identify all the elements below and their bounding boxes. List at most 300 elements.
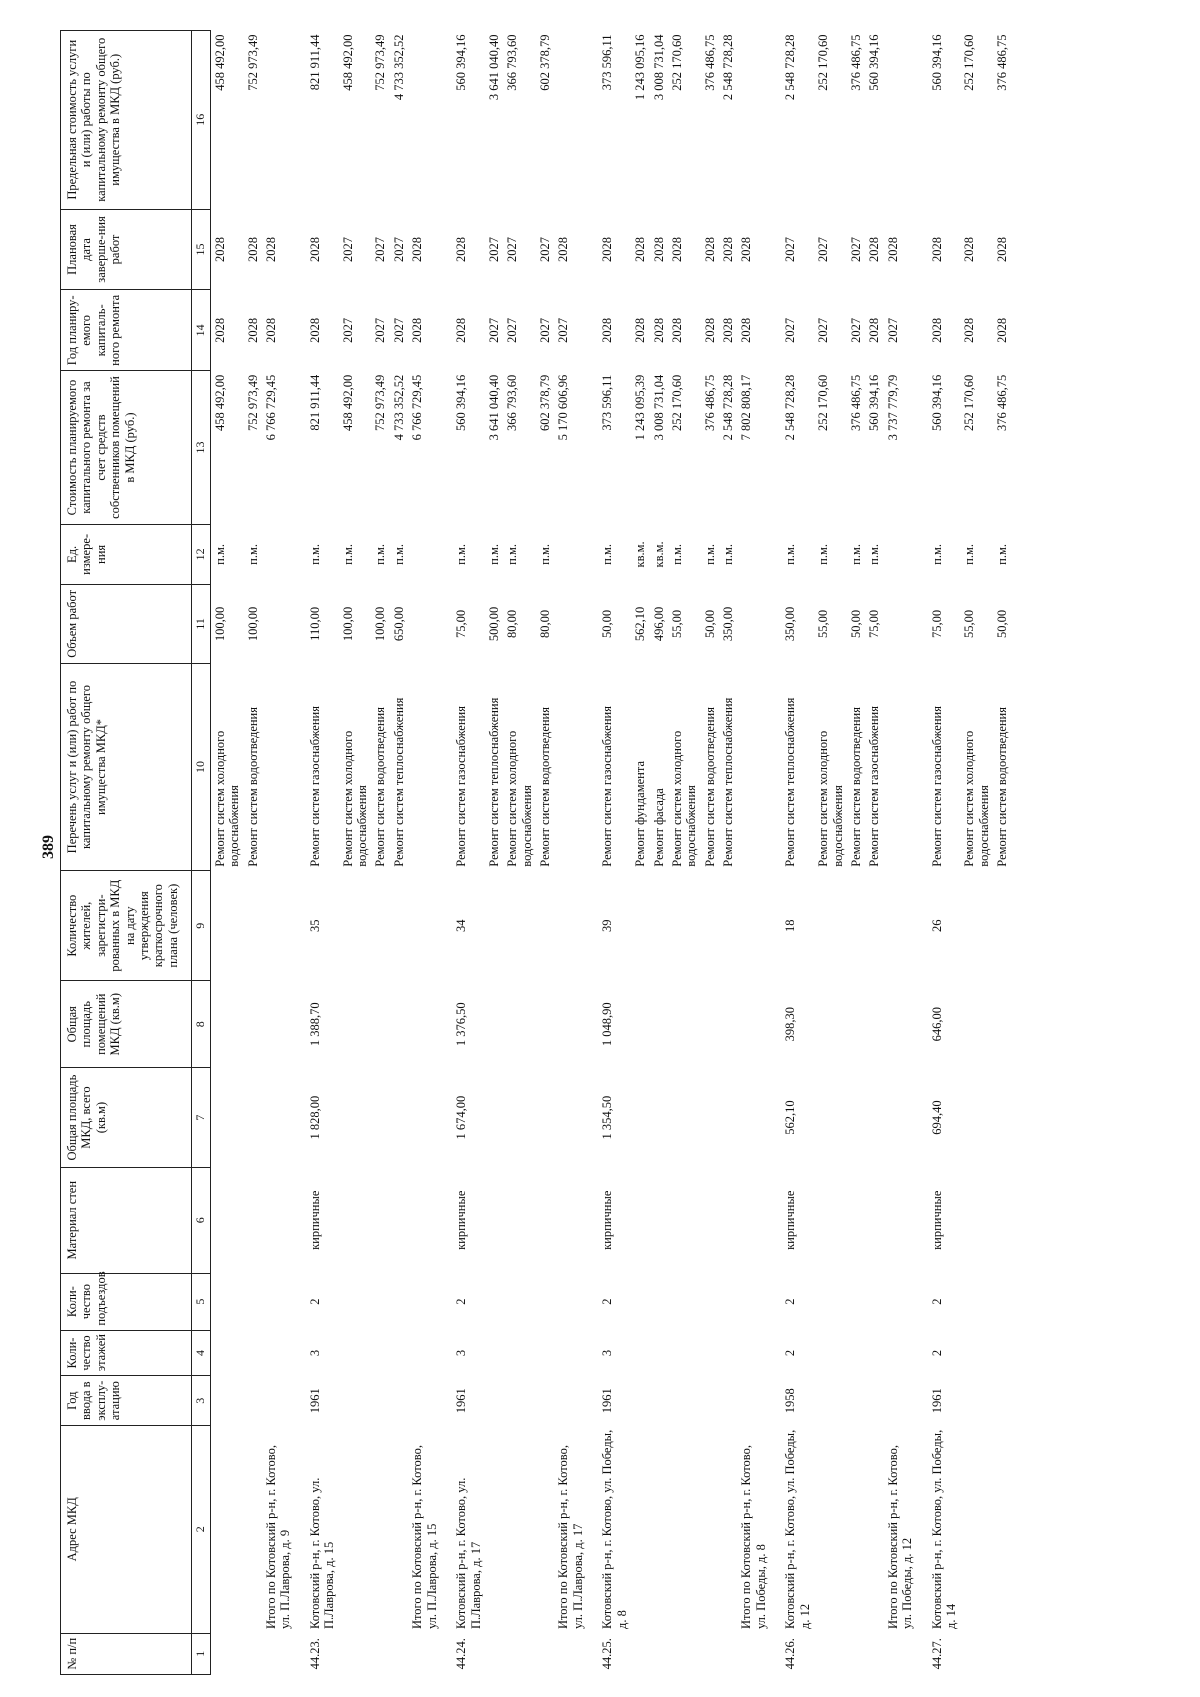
entrances-cell	[960, 1273, 993, 1330]
plan-year-cell: 2028	[307, 317, 322, 343]
floors-cell	[631, 1330, 649, 1376]
work-type-cell: Ремонт систем водоотведения	[848, 707, 863, 867]
work-type-cell: Ремонт систем теплоснабжения	[721, 697, 736, 867]
plan-year-cell: 2027	[556, 317, 571, 343]
end-date-cell: 2028	[995, 236, 1010, 262]
address-cell	[847, 1426, 865, 1633]
plan-year-cell: 2028	[410, 317, 425, 343]
end-date-cell: 2028	[651, 236, 666, 262]
residents-cell	[390, 871, 408, 981]
total-area-cell	[993, 1068, 1011, 1168]
floors-cell	[210, 1330, 243, 1376]
cost-cell: 458 492,00	[212, 374, 227, 432]
limit-cost-cell: 752 973,49	[245, 34, 260, 91]
row-number	[650, 1633, 668, 1674]
row-number	[244, 1633, 262, 1674]
address-cell: Котовский р-н, г. Котово, ул. Победы, д. 8	[600, 1429, 629, 1630]
table-row	[865, 31, 883, 1675]
header-cell: Объем работ	[61, 584, 192, 663]
subtotal-row	[737, 31, 781, 1675]
header-cell: Адрес МКД	[61, 1426, 192, 1633]
unit-cell: п.м.	[816, 543, 831, 565]
floors-cell: 3	[600, 1349, 615, 1357]
floors-cell	[408, 1330, 452, 1376]
cost-cell: 3 737 779,79	[885, 374, 900, 441]
rooms-area-cell	[408, 981, 452, 1068]
floors-cell: 3	[454, 1349, 469, 1357]
end-date-cell: 2028	[600, 236, 615, 262]
cost-cell: 7 802 808,17	[739, 374, 754, 441]
limit-cost-cell: 602 378,79	[538, 34, 553, 91]
total-area-cell	[631, 1068, 649, 1168]
end-date-cell: 2027	[816, 236, 831, 262]
address-cell	[865, 1426, 883, 1633]
floors-cell: 2	[929, 1349, 944, 1357]
year-built-cell	[554, 1376, 598, 1426]
rooms-area-cell	[960, 981, 993, 1068]
volume-cell: 55,00	[962, 609, 977, 638]
cost-cell: 4 733 352,52	[391, 374, 406, 441]
end-date-cell: 2027	[848, 236, 863, 262]
volume-cell: 350,00	[783, 606, 798, 642]
limit-cost-cell: 458 492,00	[212, 34, 227, 91]
wall-material-cell	[865, 1167, 883, 1273]
end-date-cell: 2028	[669, 236, 684, 262]
plan-year-cell: 2027	[486, 317, 501, 343]
unit-cell	[408, 524, 452, 584]
wall-material-cell	[631, 1167, 649, 1273]
limit-cost-cell	[408, 31, 452, 210]
work-type-cell: Ремонт систем холодного водоснабжения	[962, 730, 991, 867]
cost-cell: 560 394,16	[929, 374, 944, 432]
work-type-cell: Ремонт систем газоснабжения	[867, 706, 882, 867]
end-date-cell: 2027	[505, 236, 520, 262]
wall-material-cell	[536, 1167, 554, 1273]
total-area-cell	[865, 1068, 883, 1168]
residents-cell: 39	[600, 919, 615, 932]
volume-cell: 55,00	[669, 609, 684, 638]
residents-cell	[865, 871, 883, 981]
column-number: 16	[192, 31, 211, 210]
row-number	[262, 1633, 306, 1674]
volume-cell: 50,00	[600, 609, 615, 638]
table-row	[814, 31, 847, 1675]
wall-material-cell	[554, 1167, 598, 1273]
year-built-cell	[631, 1376, 649, 1426]
floors-cell	[737, 1330, 781, 1376]
residents-cell	[554, 871, 598, 981]
column-number: 12	[192, 524, 211, 584]
row-number	[668, 1633, 701, 1674]
total-area-cell: 1 828,00	[307, 1095, 322, 1140]
header-cell: Стоимость планируемого капитального ремонта за счет средств собственников помещений в МКД (руб.)	[61, 371, 192, 525]
rooms-area-cell	[631, 981, 649, 1068]
wall-material-cell	[847, 1167, 865, 1273]
year-built-cell	[960, 1376, 993, 1426]
row-number	[339, 1633, 372, 1674]
limit-cost-cell: 376 486,75	[848, 34, 863, 91]
work-type-cell: Ремонт систем холодного водоснабжения	[340, 730, 370, 867]
entrances-cell	[719, 1273, 737, 1330]
unit-cell: п.м.	[867, 543, 882, 565]
wall-material-cell	[210, 1167, 243, 1273]
unit-cell: п.м.	[783, 543, 798, 565]
rooms-area-cell	[371, 981, 389, 1068]
table-row	[339, 31, 372, 1675]
limit-cost-cell: 560 394,16	[867, 34, 882, 91]
cost-cell: 252 170,60	[669, 374, 684, 432]
plan-year-cell: 2028	[454, 317, 469, 343]
rooms-area-cell	[847, 981, 865, 1068]
end-date-cell: 2028	[929, 236, 944, 262]
residents-cell	[701, 871, 719, 981]
wall-material-cell	[503, 1167, 536, 1273]
residents-cell	[503, 871, 536, 981]
entrances-cell	[668, 1273, 701, 1330]
unit-cell: п.м.	[702, 543, 717, 565]
work-type-cell	[554, 663, 598, 870]
year-built-cell: 1958	[783, 1388, 798, 1414]
limit-cost-cell: 373 596,11	[600, 34, 615, 91]
end-date-cell: 2028	[410, 236, 425, 262]
work-type-cell: Ремонт систем водоотведения	[245, 707, 260, 867]
residents-cell	[244, 871, 262, 981]
column-number: 8	[192, 981, 211, 1068]
column-number: 4	[192, 1330, 211, 1376]
volume-cell: 496,00	[651, 606, 666, 642]
address-cell: Котовский р-н, г. Котово, ул. Победы, д. 12	[783, 1429, 812, 1630]
volume-cell: 50,00	[702, 609, 717, 638]
total-area-cell	[668, 1068, 701, 1168]
address-cell	[668, 1426, 701, 1633]
subtotal-row	[554, 31, 598, 1675]
subtotal-row	[408, 31, 452, 1675]
table-row	[452, 31, 485, 1675]
rooms-area-cell	[339, 981, 372, 1068]
wall-material-cell	[993, 1167, 1011, 1273]
table-row	[668, 31, 701, 1675]
limit-cost-cell: 3 641 040,40	[486, 34, 501, 101]
plan-year-cell: 2027	[538, 317, 553, 343]
end-date-cell: 2028	[454, 236, 469, 262]
work-type-cell	[737, 663, 781, 870]
address-cell: Котовский р-н, г. Котово, ул. П.Лаврова, д. 15	[307, 1477, 337, 1630]
unit-cell: п.м.	[929, 543, 944, 565]
row-number	[865, 1633, 883, 1674]
subtotal-row	[262, 31, 306, 1675]
total-area-cell	[719, 1068, 737, 1168]
cost-cell: 2 548 728,28	[783, 374, 798, 441]
work-type-cell: Ремонт систем теплоснабжения	[391, 697, 406, 867]
unit-cell: п.м.	[848, 543, 863, 565]
entrances-cell	[408, 1273, 452, 1330]
row-number	[408, 1633, 452, 1674]
header-cell: Коли-чество этажей	[61, 1330, 192, 1376]
row-number: 44.23.	[307, 1638, 322, 1670]
entrances-cell	[244, 1273, 262, 1330]
page-number: 389	[40, 835, 57, 859]
rooms-area-cell	[244, 981, 262, 1068]
unit-cell: п.м.	[962, 543, 977, 565]
limit-cost-cell: 1 243 095,16	[633, 34, 648, 101]
end-date-cell: 2028	[212, 236, 227, 262]
plan-year-cell: 2027	[340, 317, 355, 343]
cost-cell: 376 486,75	[848, 374, 863, 432]
residents-cell	[536, 871, 554, 981]
unit-cell: п.м.	[721, 543, 736, 565]
year-built-cell	[847, 1376, 865, 1426]
end-date-cell: 2028	[633, 236, 648, 262]
volume-cell: 650,00	[391, 606, 406, 642]
limit-cost-cell: 252 170,60	[669, 34, 684, 91]
cost-cell: 376 486,75	[995, 374, 1010, 432]
floors-cell	[960, 1330, 993, 1376]
row-number	[847, 1633, 865, 1674]
rooms-area-cell	[536, 981, 554, 1068]
floors-cell	[371, 1330, 389, 1376]
subtotal-row	[884, 31, 928, 1675]
rooms-area-cell	[814, 981, 847, 1068]
year-built-cell	[884, 1376, 928, 1426]
floors-cell	[865, 1330, 883, 1376]
entrances-cell	[701, 1273, 719, 1330]
year-built-cell	[244, 1376, 262, 1426]
cost-cell: 560 394,16	[867, 374, 882, 432]
unit-cell: п.м.	[391, 543, 406, 565]
end-date-cell: 2028	[263, 236, 278, 262]
row-number	[737, 1633, 781, 1674]
rooms-area-cell	[737, 981, 781, 1068]
year-built-cell	[408, 1376, 452, 1426]
row-number	[993, 1633, 1011, 1674]
plan-year-cell: 2028	[739, 317, 754, 343]
residents-cell: 26	[929, 919, 944, 932]
floors-cell	[244, 1330, 262, 1376]
rooms-area-cell	[719, 981, 737, 1068]
total-area-cell: 562,10	[783, 1100, 798, 1135]
work-type-cell: Ремонт систем холодного водоснабжения	[505, 730, 534, 867]
volume-cell: 100,00	[212, 606, 227, 642]
column-number: 9	[192, 871, 211, 981]
address-cell	[701, 1426, 719, 1633]
work-type-cell: Ремонт систем газоснабжения	[929, 706, 944, 867]
plan-year-cell: 2027	[783, 317, 798, 343]
column-number-row	[192, 31, 211, 1675]
work-type-cell: Ремонт систем водоотведения	[995, 707, 1010, 867]
address-cell	[993, 1426, 1011, 1633]
address-cell: Итого по Котовский р-н, г. Котово, ул. Победы, д. 12	[885, 1445, 915, 1630]
year-built-cell: 1961	[600, 1388, 615, 1414]
plan-year-cell: 2028	[212, 317, 227, 343]
total-area-cell	[814, 1068, 847, 1168]
header-cell: Коли-чество подъездов	[61, 1273, 192, 1330]
row-number	[701, 1633, 719, 1674]
unit-cell: п.м.	[669, 543, 684, 565]
end-date-cell: 2027	[373, 236, 388, 262]
header-cell: Плановая дата заверше-ния работ	[61, 209, 192, 290]
table-row	[701, 31, 719, 1675]
volume-cell: 80,00	[505, 609, 520, 638]
residents-cell	[847, 871, 865, 981]
end-date-cell: 2028	[867, 236, 882, 262]
limit-cost-cell: 376 486,75	[702, 34, 717, 91]
total-area-cell	[536, 1068, 554, 1168]
rooms-area-cell: 1 048,90	[600, 1002, 615, 1047]
cost-cell: 602 378,79	[538, 374, 553, 432]
total-area-cell	[262, 1068, 306, 1168]
residents-cell: 34	[454, 919, 469, 932]
work-type-cell: Ремонт систем холодного водоснабжения	[212, 730, 242, 867]
wall-material-cell: кирпичные	[929, 1190, 944, 1250]
address-cell	[339, 1426, 372, 1633]
table-body	[210, 31, 1011, 1675]
work-type-cell	[262, 663, 306, 870]
entrances-cell: 2	[600, 1298, 615, 1305]
total-area-cell	[650, 1068, 668, 1168]
floors-cell: 3	[307, 1349, 322, 1357]
floors-cell	[554, 1330, 598, 1376]
rooms-area-cell	[485, 981, 503, 1068]
residents-cell	[960, 871, 993, 981]
end-date-cell: 2027	[340, 236, 355, 262]
header-cell: Перечень услуг и (или) работ по капитальному ремонту общего имущества МКД*	[61, 663, 192, 870]
row-number	[631, 1633, 649, 1674]
year-built-cell	[814, 1376, 847, 1426]
cost-cell: 752 973,49	[245, 374, 260, 432]
repair-plan-table	[60, 30, 1012, 1675]
residents-cell: 18	[783, 919, 798, 932]
total-area-cell: 694,40	[929, 1100, 944, 1135]
unit-cell	[554, 524, 598, 584]
address-cell	[719, 1426, 737, 1633]
work-type-cell: Ремонт систем газоснабжения	[454, 706, 469, 867]
table-row	[371, 31, 389, 1675]
work-type-cell: Ремонт систем газоснабжения	[600, 706, 615, 867]
address-cell: Итого по Котовский р-н, г. Котово, ул. П.Лаврова, д. 9	[263, 1445, 293, 1630]
residents-cell	[650, 871, 668, 981]
limit-cost-cell: 252 170,60	[962, 34, 977, 91]
volume-cell: 50,00	[848, 609, 863, 638]
rooms-area-cell	[390, 981, 408, 1068]
residents-cell	[339, 871, 372, 981]
limit-cost-cell: 2 548 728,28	[721, 34, 736, 101]
cost-cell: 3 008 731,04	[651, 374, 666, 441]
entrances-cell: 2	[929, 1298, 944, 1305]
entrances-cell: 2	[454, 1298, 469, 1305]
row-number: 44.24.	[454, 1638, 469, 1670]
rooms-area-cell: 1 388,70	[307, 1002, 322, 1047]
residents-cell	[371, 871, 389, 981]
end-date-cell: 2028	[556, 236, 571, 262]
row-number	[536, 1633, 554, 1674]
entrances-cell	[631, 1273, 649, 1330]
address-cell	[210, 1426, 243, 1633]
header-cell: Год ввода в эксплу-атацию	[61, 1376, 192, 1426]
column-number: 1	[192, 1633, 211, 1674]
rooms-area-cell	[884, 981, 928, 1068]
year-built-cell: 1961	[454, 1388, 469, 1414]
header-cell: Количество жителей, зарегистри-рованных в МКД на дату утверждения краткосрочного плана (человек)	[61, 871, 192, 981]
total-area-cell	[210, 1068, 243, 1168]
year-built-cell	[719, 1376, 737, 1426]
address-cell	[650, 1426, 668, 1633]
unit-cell	[262, 524, 306, 584]
column-number: 11	[192, 584, 211, 663]
volume-cell: 110,00	[307, 606, 322, 641]
limit-cost-cell: 3 008 731,04	[651, 34, 666, 101]
year-built-cell	[701, 1376, 719, 1426]
column-number: 5	[192, 1273, 211, 1330]
row-number	[210, 1633, 243, 1674]
year-built-cell: 1961	[307, 1388, 322, 1414]
end-date-cell: 2028	[245, 236, 260, 262]
unit-cell: кв.м.	[651, 541, 666, 568]
work-type-cell: Ремонт систем водоотведения	[702, 707, 717, 867]
plan-year-cell: 2027	[505, 317, 520, 343]
limit-cost-cell: 458 492,00	[340, 34, 355, 91]
table-row	[503, 31, 536, 1675]
wall-material-cell	[485, 1167, 503, 1273]
residents-cell: 35	[307, 919, 322, 932]
total-area-cell	[847, 1068, 865, 1168]
cost-cell: 252 170,60	[816, 374, 831, 432]
unit-cell: п.м.	[307, 543, 322, 565]
rooms-area-cell	[650, 981, 668, 1068]
total-area-cell: 1 354,50	[600, 1095, 615, 1140]
address-cell	[960, 1426, 993, 1633]
row-number	[503, 1633, 536, 1674]
floors-cell	[485, 1330, 503, 1376]
row-number	[485, 1633, 503, 1674]
table-row	[993, 31, 1011, 1675]
unit-cell	[884, 524, 928, 584]
volume-cell	[884, 584, 928, 663]
year-built-cell	[371, 1376, 389, 1426]
table-row	[781, 31, 814, 1675]
year-built-cell	[503, 1376, 536, 1426]
year-built-cell	[390, 1376, 408, 1426]
residents-cell	[719, 871, 737, 981]
cost-cell: 458 492,00	[340, 374, 355, 432]
total-area-cell	[339, 1068, 372, 1168]
column-number: 6	[192, 1167, 211, 1273]
floors-cell	[668, 1330, 701, 1376]
address-cell	[390, 1426, 408, 1633]
header-cell: Год планиру-емого капиталь-ного ремонта	[61, 290, 192, 371]
work-type-cell	[884, 663, 928, 870]
row-number	[390, 1633, 408, 1674]
row-number	[719, 1633, 737, 1674]
entrances-cell	[554, 1273, 598, 1330]
wall-material-cell	[390, 1167, 408, 1273]
volume-cell	[554, 584, 598, 663]
column-number: 2	[192, 1426, 211, 1633]
rooms-area-cell	[993, 981, 1011, 1068]
year-built-cell	[993, 1376, 1011, 1426]
column-number: 3	[192, 1376, 211, 1426]
limit-cost-cell	[262, 31, 306, 210]
end-date-cell: 2028	[885, 236, 900, 262]
floors-cell	[993, 1330, 1011, 1376]
floors-cell	[719, 1330, 737, 1376]
table-row	[847, 31, 865, 1675]
work-type-cell: Ремонт систем холодного водоснабжения	[816, 730, 845, 867]
cost-cell: 373 596,11	[600, 374, 615, 431]
column-number: 10	[192, 663, 211, 870]
cost-cell: 1 243 095,39	[633, 374, 648, 441]
limit-cost-cell: 366 793,60	[505, 34, 520, 91]
total-area-cell	[408, 1068, 452, 1168]
